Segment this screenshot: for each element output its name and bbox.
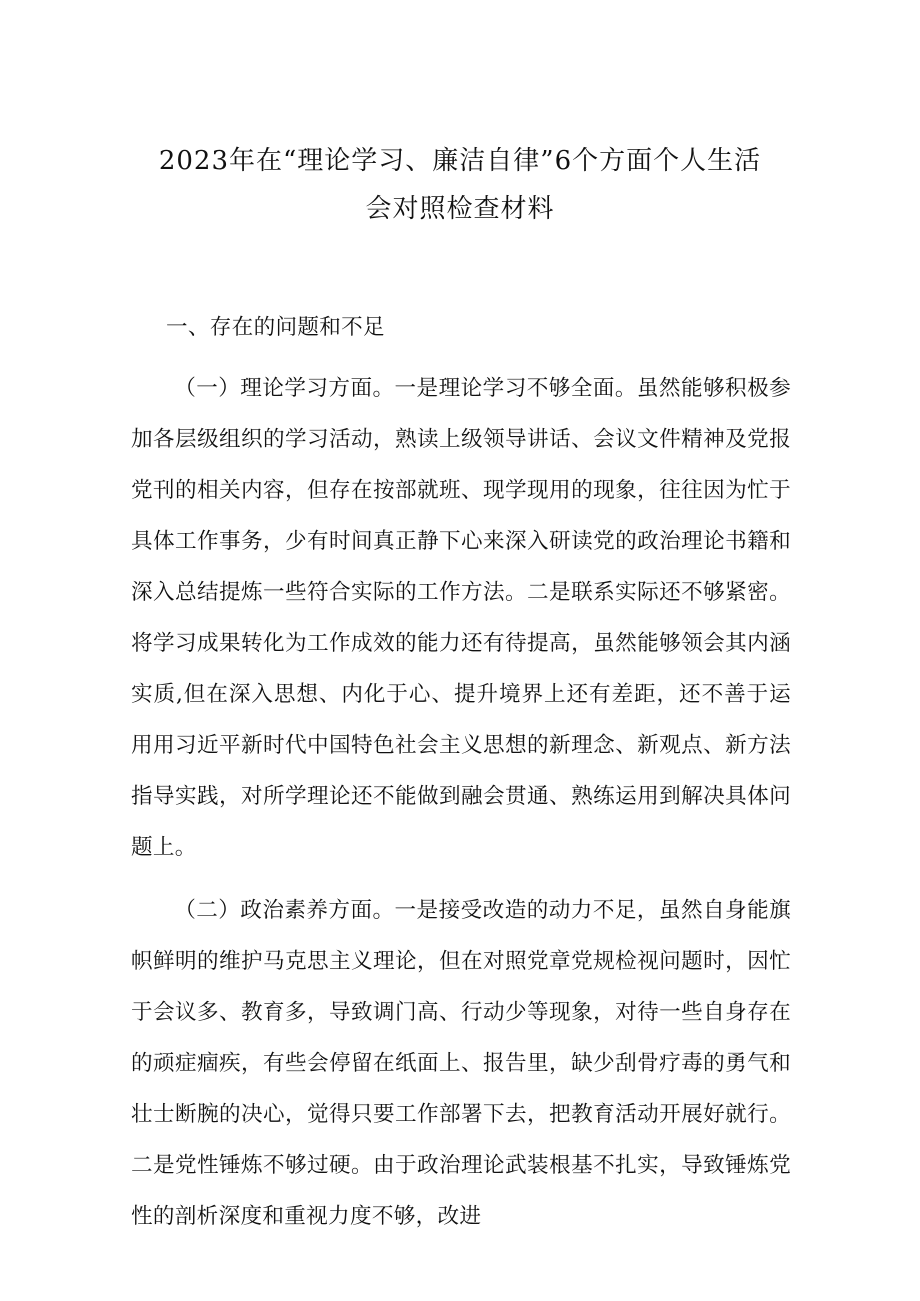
paragraph-political-quality: （二）政治素养方面。一是接受改造的动力不足，虽然自身能旗帜鲜明的维护马克思主义理论，但在对照党章党规检视问题时，因忙于会议多、教育多，导致调门高、行动少等现象，对待一些自身存在的顽症痼疾，有些会停留在纸面上、报告里，缺少刮骨疗毒的勇气和壮士断腕的决心，觉得只要工作部署下去，把教育活动开展好就行。二是党性锤炼不够过硬。由于政治理论武装根基不扎实，导致锤炼党性的剖析深度和重视力度不够，改进 <box>131 898 791 1229</box>
title-line-2: 会对照检查材料 <box>365 194 555 224</box>
section-heading: 一、存在的问题和不足 <box>166 315 385 340</box>
document-title <box>120 137 800 233</box>
paragraph-theory-study: （一）理论学习方面。一是理论学习不够全面。虽然能够积极参加各层级组织的学习活动，熟读上级领导讲话、会议文件精神及党报党刊的相关内容，但存在按部就班、现学现用的现象，往往因为忙于具体工作事务，少有时间真正静下心来深入研读党的政治理论书籍和深入总结提炼一些符合实际的工作方法。二是联系实际还不够紧密。将学习成果转化为工作成效的能力还有待提高，虽然能够领会其内涵实质,但在深入思想、内化于心、提升境界上还有差距，还不善于运用用习近平新时代中国特色社会主义思想的新理念、新观点、新方法指导实践，对所学理论还不能做到融会贯通、熟练运用到解决具体问题上。 <box>131 376 791 860</box>
title-line-1: 2023年在“理论学习、廉洁自律”6个方面个人生活 <box>158 146 762 176</box>
document-body <box>131 302 791 1242</box>
